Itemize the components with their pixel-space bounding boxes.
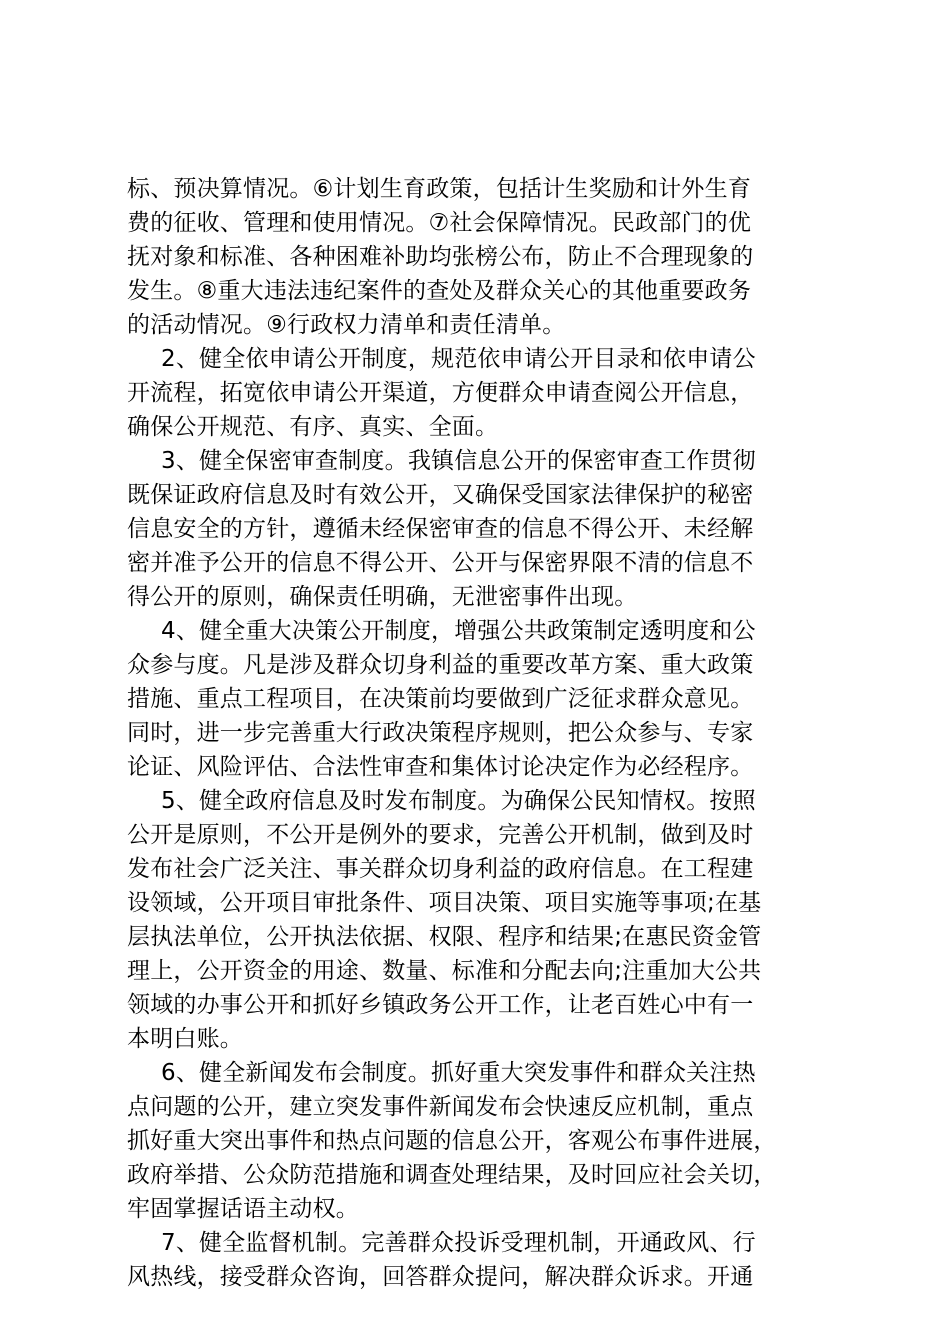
paragraph-4-start: 4、健全重大决策公开制度，增强公共政策制定透明度和公 xyxy=(161,618,756,644)
text-line: 政府举措、公众防范措施和调查处理结果，及时回应社会关切， xyxy=(127,1162,777,1188)
text-line: 牢固掌握话语主动权。 xyxy=(127,1196,359,1222)
text-line: 标、预决算情况。⑥计划生育政策，包括计生奖励和计外生育 xyxy=(127,176,752,202)
text-line: 论证、风险评估、合法性审查和集体讨论决定作为必经程序。 xyxy=(127,754,754,780)
text-line: 抚对象和标准、各种困难补助均张榜公布，防止不合理现象的 xyxy=(127,244,754,270)
text-line: 风热线，接受群众咨询，回答群众提问，解决群众诉求。开通 xyxy=(127,1264,754,1290)
text-line: 费的征收、管理和使用情况。⑦社会保障情况。民政部门的优 xyxy=(127,210,752,236)
text-line: 领域的办事公开和抓好乡镇政务公开工作，让老百姓心中有一 xyxy=(127,992,754,1018)
text-line: 得公开的原则，确保责任明确，无泄密事件出现。 xyxy=(127,584,638,610)
text-line: 理上，公开资金的用途、数量、标准和分配去向;注重加大公共 xyxy=(127,958,762,984)
text-line: 抓好重大突出事件和热点问题的信息公开，客观公布事件进展， xyxy=(127,1128,777,1154)
paragraph-3-start: 3、健全保密审查制度。我镇信息公开的保密审查工作贯彻 xyxy=(161,448,756,474)
paragraph-7-start: 7、健全监督机制。完善群众投诉受理机制，开通政风、行 xyxy=(161,1230,756,1256)
paragraph-6-start: 6、健全新闻发布会制度。抓好重大突发事件和群众关注热 xyxy=(161,1060,756,1086)
text-line: 措施、重点工程项目，在决策前均要做到广泛征求群众意见。 xyxy=(127,686,754,712)
text-line: 发生。⑧重大违法违纪案件的查处及群众关心的其他重要政务 xyxy=(127,278,752,304)
text-line: 公开是原则，不公开是例外的要求，完善公开机制，做到及时 xyxy=(127,822,754,848)
text-line: 层执法单位，公开执法依据、权限、程序和结果;在惠民资金管 xyxy=(127,924,762,950)
text-line: 的活动情况。⑨行政权力清单和责任清单。 xyxy=(127,312,566,338)
text-line: 确保公开规范、有序、真实、全面。 xyxy=(127,414,499,440)
document-body xyxy=(127,172,843,1294)
text-line: 众参与度。凡是涉及群众切身利益的重要改革方案、重大政策 xyxy=(127,652,754,678)
text-line: 信息安全的方针，遵循未经保密审查的信息不得公开、未经解 xyxy=(127,516,754,542)
text-line: 点问题的公开，建立突发事件新闻发布会快速反应机制，重点 xyxy=(127,1094,754,1120)
text-line: 密并准予公开的信息不得公开、公开与保密界限不清的信息不 xyxy=(127,550,754,576)
text-line: 同时，进一步完善重大行政决策程序规则，把公众参与、专家 xyxy=(127,720,754,746)
text-line: 发布社会广泛关注、事关群众切身利益的政府信息。在工程建 xyxy=(127,856,754,882)
paragraph-2-start: 2、健全依申请公开制度，规范依申请公开目录和依申请公 xyxy=(161,346,756,372)
text-line: 开流程，拓宽依申请公开渠道，方便群众申请查阅公开信息， xyxy=(127,380,754,406)
text-line: 设领域，公开项目审批条件、项目决策、项目实施等事项;在基 xyxy=(127,890,762,916)
text-line: 本明白账。 xyxy=(127,1026,243,1052)
paragraph-5-start: 5、健全政府信息及时发布制度。为确保公民知情权。按照 xyxy=(161,788,756,814)
text-line: 既保证政府信息及时有效公开，又确保受国家法律保护的秘密 xyxy=(127,482,754,508)
